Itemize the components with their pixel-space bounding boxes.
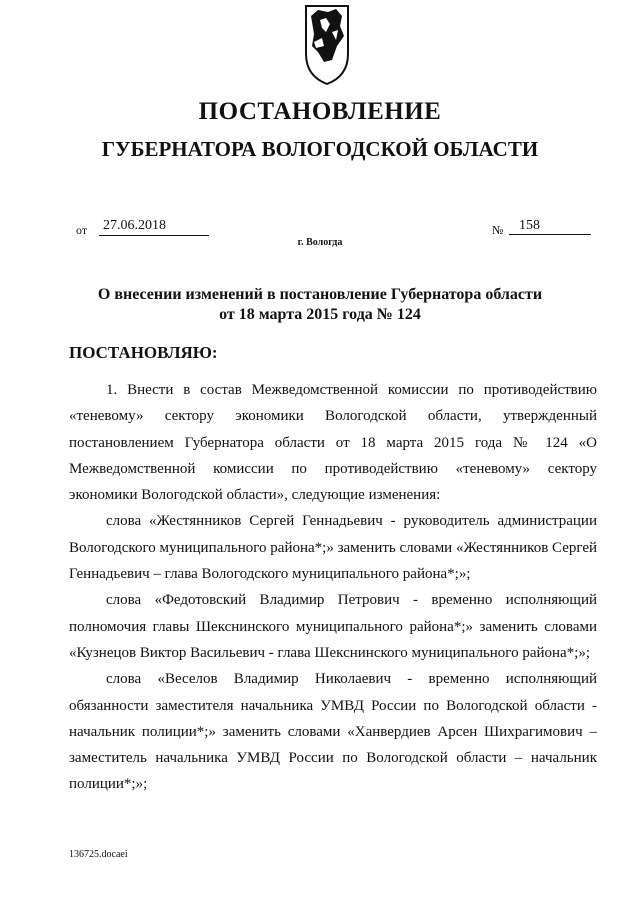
paragraph: слова «Федотовский Владимир Петрович - временно исполняющий полномочия главы Шекснинского муниципального района*;» заменить словами «Кузнецов Виктор Васильевич - глава Шекснинского муниципального района*;»; (69, 592, 597, 661)
document-body (69, 377, 597, 798)
coat-of-arms-icon (302, 2, 352, 86)
subject-line: от 18 марта 2015 года № 124 (219, 306, 421, 323)
number-value: 158 (509, 218, 591, 235)
number-label: № (492, 223, 504, 237)
file-code: 136725.docaei (69, 849, 128, 860)
paragraph: слова «Веселов Владимир Николаевич - временно исполняющий обязанности заместителя начальника УМВД России по Вологодской области - начальник полиции*;» заменить словами «Ханвердиев Арсен Шихрагимович – заместитель начальника УМВД России по Вологодской области – начальник полиции*;»; (69, 671, 597, 793)
date-label: от (76, 223, 88, 237)
subject-line: О внесении изменений в постановление Губернатора области (97, 286, 543, 303)
document-title: ПОСТАНОВЛЕНИЕ (198, 98, 442, 125)
city-label: г. Вологда (297, 237, 343, 248)
decree-heading: ПОСТАНОВЛЯЮ: (69, 343, 218, 362)
date-value: 27.06.2018 (99, 218, 209, 236)
document-subject (0, 285, 640, 325)
document-issuer: ГУБЕРНАТОРА ВОЛОГОДСКОЙ ОБЛАСТИ (101, 137, 539, 161)
paragraph: слова «Жестянников Сергей Геннадьевич - руководитель администрации Вологодского муниципального района*;» заменить словами «Жестянников Сергей Геннадьевич – глава Вологодского муниципального района*;»; (69, 513, 598, 583)
paragraph: 1. Внести в состав Межведомственной комиссии по противодействию «теневому» сектору экономики Вологодской области, утвержденный постановлением Губернатора области от 18 марта 2015 года № 124 «О Межведомственной комиссии по противодействию «теневому» сектору экономики Вологодской области», следующие изменения: (69, 382, 597, 504)
